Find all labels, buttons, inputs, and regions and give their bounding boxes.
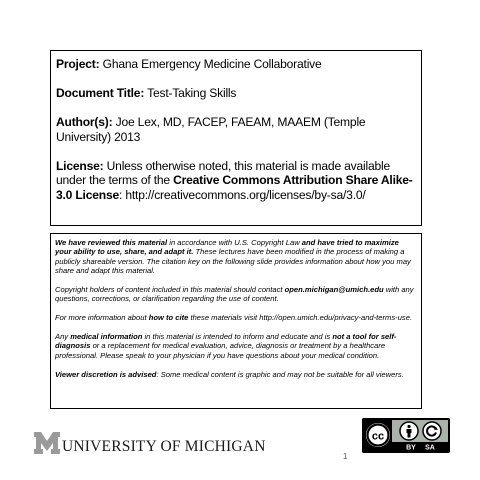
cc-license-badge[interactable] xyxy=(362,418,450,453)
license-line xyxy=(56,159,416,203)
notice-medical-bold: medical information xyxy=(70,332,143,342)
sa-label: SA xyxy=(425,444,435,452)
contact-email[interactable]: open.michigan@umich.edu xyxy=(284,285,384,295)
notice-cite-text: For more information about xyxy=(55,313,149,323)
notice-copyright-text: Copyright holders of content included in this material should contact xyxy=(55,285,285,295)
university-logo xyxy=(33,429,266,455)
project-line xyxy=(56,57,416,72)
notice-review xyxy=(55,238,417,276)
document-title-line xyxy=(56,86,416,101)
legal-notice-box xyxy=(50,233,422,409)
notice-discretion-bold: Viewer discretion is advised xyxy=(55,369,157,379)
cc-badge-graphic xyxy=(362,418,450,453)
attribution-icon xyxy=(400,422,418,440)
notice-copyright-text-2: with any questions, corrections, or clarification regarding the use of content. xyxy=(55,285,414,304)
document-info-box xyxy=(50,50,422,226)
page-number: 1 xyxy=(343,452,348,461)
license-url[interactable]: http://creativecommons.org/licenses/by-sa/3.0/ xyxy=(125,187,366,202)
project-label: Project: xyxy=(56,57,100,71)
cc-icon xyxy=(365,422,391,448)
by-label: BY xyxy=(406,444,416,452)
notice-medical-text-3: or a replacement for medical evaluation, advice, diagnosis or treatment by a healthcare professional. Please speak to your physician if you have questions about your medical condition. xyxy=(55,341,386,360)
license-colon: : xyxy=(119,187,123,202)
notice-review-bold: We have reviewed this material xyxy=(55,238,168,247)
notice-discretion-text: : Some medical content is graphic and may not be suitable for all viewers. xyxy=(156,369,404,379)
notice-copyright xyxy=(55,285,417,304)
notice-review-text: in accordance with U.S. Copyright Law xyxy=(167,238,302,247)
document-title-label: Document Title: xyxy=(56,86,145,100)
notice-medical-text-2: in this material is intended to inform and educate and is xyxy=(142,332,333,342)
notice-discretion xyxy=(55,370,417,379)
notice-medical-text: Any xyxy=(55,332,71,342)
notice-review-text-2: These lectures have been modified in the process of making a publicly shareable version. The citation key on the following slide provides information about how you may share and adapt this material. xyxy=(55,247,411,276)
license-text: Unless otherwise noted, this material is made available under the terms of the xyxy=(56,158,391,187)
license-label: License: xyxy=(56,158,104,173)
authors-line xyxy=(56,115,416,144)
notice-medical-bold-2: not a tool for self-diagnosis xyxy=(55,332,397,351)
share-alike-icon xyxy=(423,422,441,440)
university-name: UNIVERSITY OF MICHIGAN xyxy=(62,438,266,455)
notice-review-bold-2: and have tried to maximize your ability to use, share, and adapt it. xyxy=(55,238,399,257)
notice-cite xyxy=(55,313,417,322)
project-value: Ghana Emergency Medicine Collaborative xyxy=(102,57,322,71)
notice-cite-text-2: these materials visit http://open.umich.edu/privacy-and-terms-use. xyxy=(188,313,413,323)
notice-cite-bold: how to cite xyxy=(148,313,189,323)
document-title-value: Test-Taking Skills xyxy=(147,86,237,100)
notice-medical xyxy=(55,332,417,360)
authors-value: Joe Lex, MD, FACEP, FAEAM, MAAEM (Temple University) 2013 xyxy=(56,115,366,144)
block-m-icon xyxy=(33,431,61,455)
authors-label: Author(s): xyxy=(56,115,113,129)
svg-text:cc: cc xyxy=(371,430,385,443)
license-name: Creative Commons Attribution Share Alike-3.0 License xyxy=(56,173,413,202)
